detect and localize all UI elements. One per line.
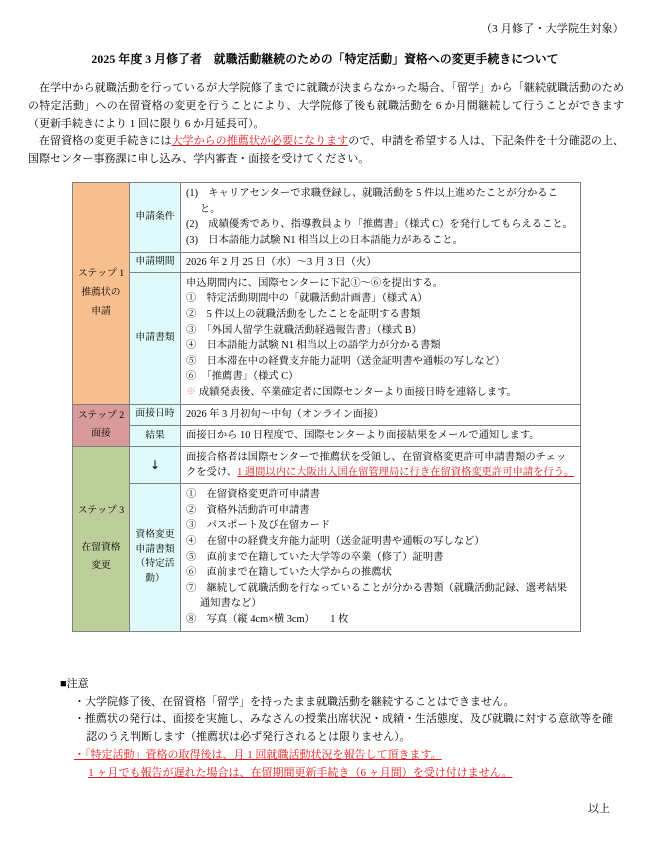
list-item	[74, 747, 620, 783]
documents-lead: 申込期間内に、国際センターに下記①〜⑥を提出する。	[186, 277, 444, 289]
procedure-table	[72, 182, 581, 632]
list-item: (3) 日本語能力試験 N1 相当以上の日本語能力があること。	[186, 234, 463, 246]
step-3-spacer	[76, 520, 126, 539]
step-cell-3	[73, 446, 130, 631]
cell-immigration-instruction	[181, 446, 581, 483]
documents-star-note	[186, 385, 576, 401]
label-change-line2: 申請書類	[135, 543, 175, 555]
conditions-list	[186, 186, 576, 249]
list-item: ④ 在留中の経費支弁能力証明（送金証明書や通帳の写しなど）	[186, 535, 485, 547]
list-item: ② 5 件以上の就職活動をしたことを証明する書類	[186, 308, 421, 320]
step-3-line1: ステップ 3	[77, 504, 125, 516]
list-item: ⑤ 日本滞在中の経費支弁能力証明（送金証明書や通帳の写しなど）	[186, 355, 506, 367]
immigration-text-highlight: 1 週間以内に大阪出入国在留管理局に行き在留資格変更許可申請を行う。	[237, 466, 575, 478]
asterisk-icon: ※	[186, 387, 197, 399]
note-red-continuation: 1 ヶ月でも報告が遅れた場合は、在留期間更新手続き（6 ヶ月間）を受け付けません。	[88, 766, 513, 779]
label-application-documents: 申請書類	[130, 272, 181, 404]
down-arrow-icon: ↓	[130, 446, 181, 483]
step-3-line3: 変更	[91, 560, 111, 572]
table-row	[73, 404, 581, 425]
list-item: ・大学院修了後、在留資格「留学」を持ったまま就職活動を継続することはできません。	[74, 695, 515, 708]
label-application-conditions: 申請条件	[130, 183, 181, 253]
immigration-text-before: 面接合格者は国際センターで推薦状を受領し、在留資格変更許可申請書類のチェックを受け、	[186, 451, 567, 478]
list-item: ② 資格外活動許可申請書	[186, 504, 310, 516]
table-row	[73, 446, 581, 483]
documents-star-note-text: 成績発表後、卒業確定者に国際センターより面接日時を連絡します。	[198, 387, 517, 399]
label-change-line3: （特定活動）	[135, 558, 175, 585]
table-row	[73, 252, 581, 272]
change-documents-list	[186, 487, 576, 628]
cell-application-period: 2026 年 2 月 25 日（水）〜3 月 3 日（火）	[181, 252, 581, 272]
list-item: ・推薦状の発行は、面接を実施し、みなさんの授業出席状況・成績・生活態度、及び就職に対する意欲等を確認のうえ判断します（推薦状は必ず発行されるとは限りません）。	[74, 713, 613, 744]
cell-interview-date: 2026 年 3 月初旬〜中旬（オンライン面接）	[181, 404, 581, 425]
label-change-line1: 資格変更	[135, 529, 175, 540]
closing-text: 以上	[588, 803, 610, 815]
list-item: ⑧ 写真（縦 4cm×横 3cm） 1 枚	[186, 614, 349, 626]
table-row	[73, 484, 581, 632]
label-interview-result: 結果	[130, 425, 181, 446]
intro-p2-highlight: 大学からの推薦状が必要になります	[171, 135, 349, 148]
list-item: ⑥ 「推薦書」（様式 C）	[186, 371, 299, 383]
list-item: ③ 「外国人留学生就職活動経過報告書」（様式 B）	[186, 324, 422, 336]
list-item: (2) 成績優秀であり、指導教員より「推薦書」（様式 C）を発行してもらえること。	[186, 219, 573, 231]
intro-block	[28, 80, 624, 169]
audience-note: （3 月修了・大学院生対象）	[480, 23, 624, 35]
list-item: ⑦ 継続して就職活動を行なっていることが分かる書類（就職活動記録、選考結果通知書など）	[186, 582, 567, 610]
cell-application-documents	[181, 272, 581, 404]
notes-section	[60, 676, 620, 783]
step-2-line1: ステップ 2	[77, 409, 125, 421]
step-1-line3: 申請	[91, 305, 111, 317]
list-item: ④ 日本語能力試験 N1 相当以上の語学力が分かる書類	[186, 340, 441, 352]
step-cell-1	[73, 183, 130, 405]
page-title: 2025 年度 3 月修了者 就職活動継続のための「特定活動」資格への変更手続きについて	[91, 52, 559, 66]
intro-paragraph-1: 在学中から就職活動を行っているが大学院修了までに就職が決まらなかった場合、「留学」から「継続就職活動のための特定活動」への在留資格の変更を行うことにより、大学院修了後も就職活動を 6 か月間継続して行うことができます（更新手続きにより 1 回に限り 6 か月延長可）。	[28, 82, 624, 130]
label-change-documents	[130, 484, 181, 632]
list-item: ① 特定活動期間中の「就職活動計画書」（様式 A）	[186, 293, 428, 305]
table-row	[73, 183, 581, 253]
notes-list	[60, 694, 620, 783]
label-application-period: 申請期間	[130, 252, 181, 272]
intro-paragraph-2	[28, 133, 624, 169]
intro-p2-before: 在留資格の変更手続きには	[39, 135, 172, 148]
step-cell-2	[73, 404, 130, 446]
label-interview-date: 面接日時	[130, 404, 181, 425]
table-row	[73, 272, 581, 404]
note-red-main: ・「特定活動」資格の取得後は、月 1 回就職活動状況を報告して頂きます。	[74, 749, 442, 762]
step-2-line2: 面接	[91, 428, 111, 440]
documents-list	[186, 291, 576, 385]
cell-application-conditions	[181, 183, 581, 253]
table-row	[73, 425, 581, 446]
list-item: (1) キャリアセンターで求職登録し、就職活動を 5 件以上進めたことが分かること。	[186, 188, 558, 215]
list-item: ① 在留資格変更許可申請書	[186, 489, 320, 500]
cell-change-documents	[181, 484, 581, 632]
list-item: ⑥ 直前まで在籍していた大学からの推薦状	[186, 567, 392, 579]
intro-p2-after: ので、申請を希望する人は、下記条件を十分確認の上、国際センター事務課に申し込み、学内審査・面接を受けてください。	[28, 135, 625, 166]
cell-interview-result: 面接日から 10 日程度で、国際センターより面接結果をメールで通知します。	[181, 425, 581, 446]
step-1-line1: ステップ 1	[77, 268, 125, 280]
step-3-line2: 在留資格	[81, 541, 121, 553]
notes-heading: ■注意	[60, 678, 89, 690]
list-item: ⑤ 直前まで在籍していた大学等の卒業（修了）証明書	[186, 551, 444, 563]
step-1-line2: 推薦状の	[81, 287, 121, 299]
list-item: ③ パスポート及び在留カード	[186, 520, 331, 532]
